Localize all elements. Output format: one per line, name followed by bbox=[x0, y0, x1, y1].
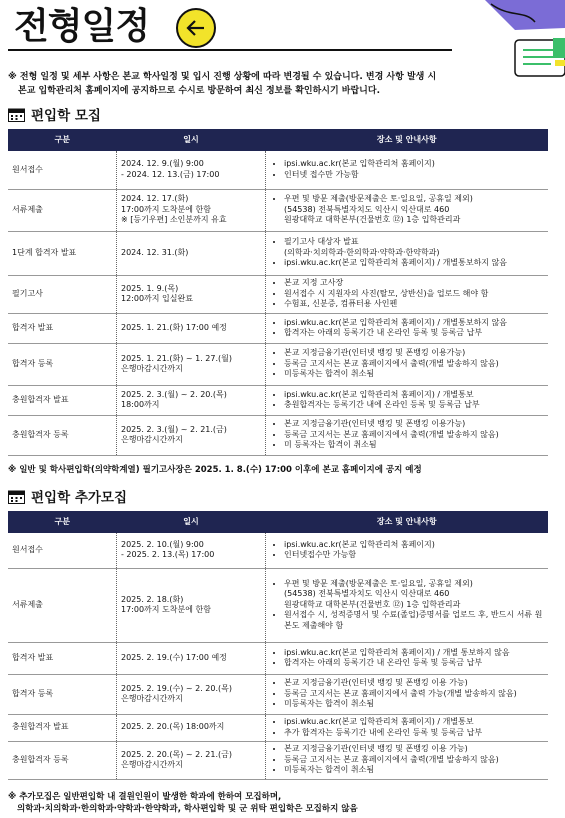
table-row bbox=[8, 714, 548, 741]
table-row bbox=[8, 674, 548, 714]
date-line: 2025. 2. 20.(목) ~ 2. 21.(금) bbox=[121, 749, 232, 759]
info-item: • 등록금 고지서는 본교 홈페이지에서 출력(개별 발송하지 않음) bbox=[284, 359, 544, 370]
info-item: 원광대학교 대학본부(건물번호 ⑫) 1층 입학관리과 bbox=[284, 599, 461, 609]
section-title-transfer: 편입학 모집 bbox=[8, 104, 101, 124]
row-date bbox=[117, 568, 266, 642]
row-category: 합격자 발표 bbox=[8, 642, 117, 674]
info-item: • 합격자는 아래의 등록기간 내 온라인 등록 및 등록금 납부 bbox=[284, 328, 544, 339]
info-item: • 인터넷 접수만 가능함 bbox=[284, 170, 544, 181]
row-info bbox=[266, 313, 549, 343]
row-date bbox=[117, 415, 266, 455]
row-date bbox=[117, 275, 266, 313]
row-category: 원서접수 bbox=[8, 533, 117, 568]
date-line: 2025. 2. 10.(월) 9:00 bbox=[121, 539, 204, 549]
date-line: 2025. 2. 19.(수) 17:00 예정 bbox=[121, 652, 227, 662]
table-row bbox=[8, 275, 548, 313]
row-date bbox=[117, 714, 266, 741]
row-category: 원서접수 bbox=[8, 151, 117, 189]
row-info bbox=[266, 385, 549, 415]
row-category: 합격자 발표 bbox=[8, 313, 117, 343]
row-category: 합격자 등록 bbox=[8, 674, 117, 714]
info-item: • 미등록자는 합격이 취소됨 bbox=[284, 369, 544, 380]
row-info bbox=[266, 275, 549, 313]
row-info bbox=[266, 714, 549, 741]
info-item: • 필기고사 대상자 발표 bbox=[284, 237, 544, 248]
date-line: 18:00까지 bbox=[121, 400, 160, 409]
row-date bbox=[117, 674, 266, 714]
info-item: • 등록금 고지서는 본교 홈페이지에서 출력 가능(개별 발송하지 않음) bbox=[284, 689, 544, 700]
date-line: 2025. 1. 21.(화) ~ 1. 27.(월) bbox=[121, 353, 232, 363]
info-item: • 본교 지정 고사장 bbox=[284, 278, 544, 289]
table-row bbox=[8, 343, 548, 385]
header-info: 장소 및 안내사항 bbox=[266, 129, 549, 151]
row-info bbox=[266, 568, 549, 642]
info-item: • ipsi.wku.ac.kr(본교 입학관리처 홈페이지) bbox=[284, 159, 544, 170]
row-date bbox=[117, 189, 266, 231]
row-date bbox=[117, 151, 266, 189]
header-category: 구분 bbox=[8, 129, 117, 151]
info-item: • ipsi.wku.ac.kr(본교 입학관리처 홈페이지) / 개별통보 bbox=[284, 390, 544, 401]
date-line: 은행마감시간까지 bbox=[121, 694, 183, 703]
date-line: 2025. 2. 18.(화) bbox=[121, 594, 184, 604]
info-item: • ipsi.wku.ac.kr(본교 입학관리처 홈페이지) / 개별통보하지 않음 bbox=[284, 318, 544, 329]
speech-bubbles-icon bbox=[455, 0, 565, 80]
info-item: • 인터넷접수만 가능함 bbox=[284, 550, 544, 561]
table-row bbox=[8, 568, 548, 642]
info-item: • 원서접수 시, 성적증명서 및 수료(졸업)증명서를 업로드 후, 반드시 서류 원본도 제출해야 함 bbox=[284, 610, 544, 631]
info-item: • 합격자는 아래의 등록기간 내 온라인 등록 및 등록금 납부 bbox=[284, 658, 544, 669]
info-item: • 본교 지정금융기관(인터넷 뱅킹 및 폰뱅킹 이용 가능) bbox=[284, 678, 544, 689]
row-info bbox=[266, 533, 549, 568]
header-category: 구분 bbox=[8, 511, 117, 533]
info-item: • 수험표, 신분증, 컴퓨터용 사인펜 bbox=[284, 299, 544, 310]
date-line: - 2024. 12. 13.(금) 17:00 bbox=[121, 169, 220, 179]
row-category: 충원합격자 발표 bbox=[8, 714, 117, 741]
row-category: 1단계 합격자 발표 bbox=[8, 231, 117, 275]
table-row bbox=[8, 533, 548, 568]
info-item: • 추가 합격자는 등록기간 내에 온라인 등록 및 등록금 납부 bbox=[284, 728, 544, 739]
info-item: • 미등록자는 합격이 취소됨 bbox=[284, 765, 544, 776]
date-line: 2025. 2. 19.(수) ~ 2. 20.(목) bbox=[121, 683, 232, 693]
info-item: • 원서접수 시 지원자의 사진(탈모, 상반신)을 업로드 해야 함 bbox=[284, 289, 544, 300]
info-item: • 우편 및 방문 제출(방문제출은 토·일요일, 공휴일 제외) bbox=[284, 194, 544, 205]
info-item: (54538) 전북특별자치도 익산시 익산대로 460 bbox=[284, 204, 450, 214]
arrow-left-icon bbox=[176, 8, 216, 48]
schedule-table-transfer bbox=[8, 129, 548, 456]
row-date bbox=[117, 231, 266, 275]
section2-note: ※ 추가모집은 일반편입학 내 결원인원이 발생한 학과에 한하여 모집하며, 의학과·치의학과·한의학과·약학과·한약학과, 학사편입학 및 군 위탁 편입학은 모집하지 않음 bbox=[8, 792, 358, 814]
calendar-icon bbox=[8, 107, 25, 122]
row-info bbox=[266, 642, 549, 674]
schedule-table-additional bbox=[8, 511, 548, 780]
notice-text: ※ 전형 일정 및 세부 사항은 본교 학사일정 및 입시 진행 상황에 따라 변경될 수 있습니다. 변경 사항 발생 시 본교 입학관리처 홈페이지에 공지하므로 수시로 방문하여 최신 정보를 확인하시기 바랍니다. bbox=[8, 72, 437, 96]
info-item: • 본교 지정금융기관(인터넷 뱅킹 및 폰뱅킹 이용 가능) bbox=[284, 744, 544, 755]
section-title-additional: 편입학 추가모집 bbox=[8, 486, 127, 506]
info-item: • ipsi.wku.ac.kr(본교 입학관리처 홈페이지) bbox=[284, 540, 544, 551]
row-category: 충원합격자 등록 bbox=[8, 741, 117, 779]
info-item: 원광대학교 대학본부(건물번호 ⑫) 1층 입학관리과 bbox=[284, 215, 461, 225]
table-row bbox=[8, 151, 548, 189]
info-item: • 본교 지정금융기관(인터넷 뱅킹 및 폰뱅킹 이용가능) bbox=[284, 348, 544, 359]
date-line: 은행마감시간까지 bbox=[121, 364, 183, 373]
row-date bbox=[117, 313, 266, 343]
info-item: • 등록금 고지서는 본교 홈페이지에서 출력(개별 발송하지 않음) bbox=[284, 755, 544, 766]
header-date: 일시 bbox=[117, 511, 266, 533]
row-category: 서류제출 bbox=[8, 189, 117, 231]
row-date bbox=[117, 533, 266, 568]
date-line: 2024. 12. 9.(월) 9:00 bbox=[121, 159, 204, 169]
row-date bbox=[117, 642, 266, 674]
row-info bbox=[266, 343, 549, 385]
row-date bbox=[117, 343, 266, 385]
info-item: (의학과·치의학과·한의학과·약학과·한약학과) bbox=[284, 247, 440, 257]
row-info bbox=[266, 189, 549, 231]
table-row bbox=[8, 231, 548, 275]
page-title: 전형일정 bbox=[14, 6, 150, 47]
row-category: 충원합격자 발표 bbox=[8, 385, 117, 415]
info-item: • ipsi.wku.ac.kr(본교 입학관리처 홈페이지) / 개별 통보하지 않음 bbox=[284, 648, 544, 659]
date-line: 12:00까지 입실완료 bbox=[121, 294, 193, 303]
date-line: 2025. 2. 3.(월) ~ 2. 21.(금) bbox=[121, 424, 227, 434]
info-item: • 미등록자는 합격이 취소됨 bbox=[284, 699, 544, 710]
row-date bbox=[117, 741, 266, 779]
table-row bbox=[8, 642, 548, 674]
row-category: 충원합격자 등록 bbox=[8, 415, 117, 455]
date-line: 2025. 1. 21.(화) 17:00 예정 bbox=[121, 322, 227, 332]
date-line: 17:00까지 도착분에 한함 bbox=[121, 605, 211, 614]
date-line: 2024. 12. 31.(화) bbox=[121, 247, 189, 257]
row-category: 서류제출 bbox=[8, 568, 117, 642]
date-line: 은행마감시간까지 bbox=[121, 760, 183, 769]
date-line: 2025. 2. 20.(목) 18:00까지 bbox=[121, 722, 225, 732]
row-category: 합격자 등록 bbox=[8, 343, 117, 385]
info-item: (54538) 전북특별자치도 익산시 익산대로 460 bbox=[284, 589, 450, 599]
table-row bbox=[8, 741, 548, 779]
row-info bbox=[266, 415, 549, 455]
title-divider bbox=[8, 49, 452, 51]
table-row bbox=[8, 313, 548, 343]
header-info: 장소 및 안내사항 bbox=[266, 511, 549, 533]
row-info bbox=[266, 741, 549, 779]
header-date: 일시 bbox=[117, 129, 266, 151]
info-item: • 우편 및 방문 제출(방문제출은 토·일요일, 공휴일 제외) bbox=[284, 579, 544, 590]
section1-note: ※ 일반 및 학사편입학(의약학계열) 필기고사장은 2025. 1. 8.(수) 17:00 이후에 본교 홈페이지에 공지 예정 bbox=[8, 465, 422, 475]
date-line: ※ [등기우편] 소인분까지 유효 bbox=[121, 215, 227, 225]
row-info bbox=[266, 151, 549, 189]
date-line: 은행마감시간까지 bbox=[121, 435, 183, 444]
row-category: 필기고사 bbox=[8, 275, 117, 313]
row-date bbox=[117, 385, 266, 415]
date-line: 2025. 1. 9.(목) bbox=[121, 283, 179, 293]
table-row bbox=[8, 385, 548, 415]
info-item: • 충원합격자는 등록기간 내에 온라인 등록 및 등록금 납부 bbox=[284, 400, 544, 411]
date-line: 17:00까지 도착분에 한함 bbox=[121, 204, 211, 214]
info-item: • 등록금 고지서는 본교 홈페이지에서 출력(개별 발송하지 않음) bbox=[284, 430, 544, 441]
calendar-icon bbox=[8, 489, 25, 504]
info-item: • 본교 지정금융기관(인터넷 뱅킹 및 폰뱅킹 이용가능) bbox=[284, 419, 544, 430]
info-item: • 미 등록자는 합격이 취소됨 bbox=[284, 440, 544, 451]
table-row bbox=[8, 189, 548, 231]
date-line: - 2025. 2. 13.(목) 17:00 bbox=[121, 550, 215, 560]
row-info bbox=[266, 674, 549, 714]
date-line: 2024. 12. 17.(화) bbox=[121, 194, 189, 204]
date-line: 2025. 2. 3.(월) ~ 2. 20.(목) bbox=[121, 389, 227, 399]
table-row bbox=[8, 415, 548, 455]
info-item: • ipsi.wku.ac.kr(본교 입학관리처 홈페이지) / 개별통보하지 않음 bbox=[284, 258, 544, 269]
row-info bbox=[266, 231, 549, 275]
info-item: • ipsi.wku.ac.kr(본교 입학관리처 홈페이지) / 개별통보 bbox=[284, 717, 544, 728]
